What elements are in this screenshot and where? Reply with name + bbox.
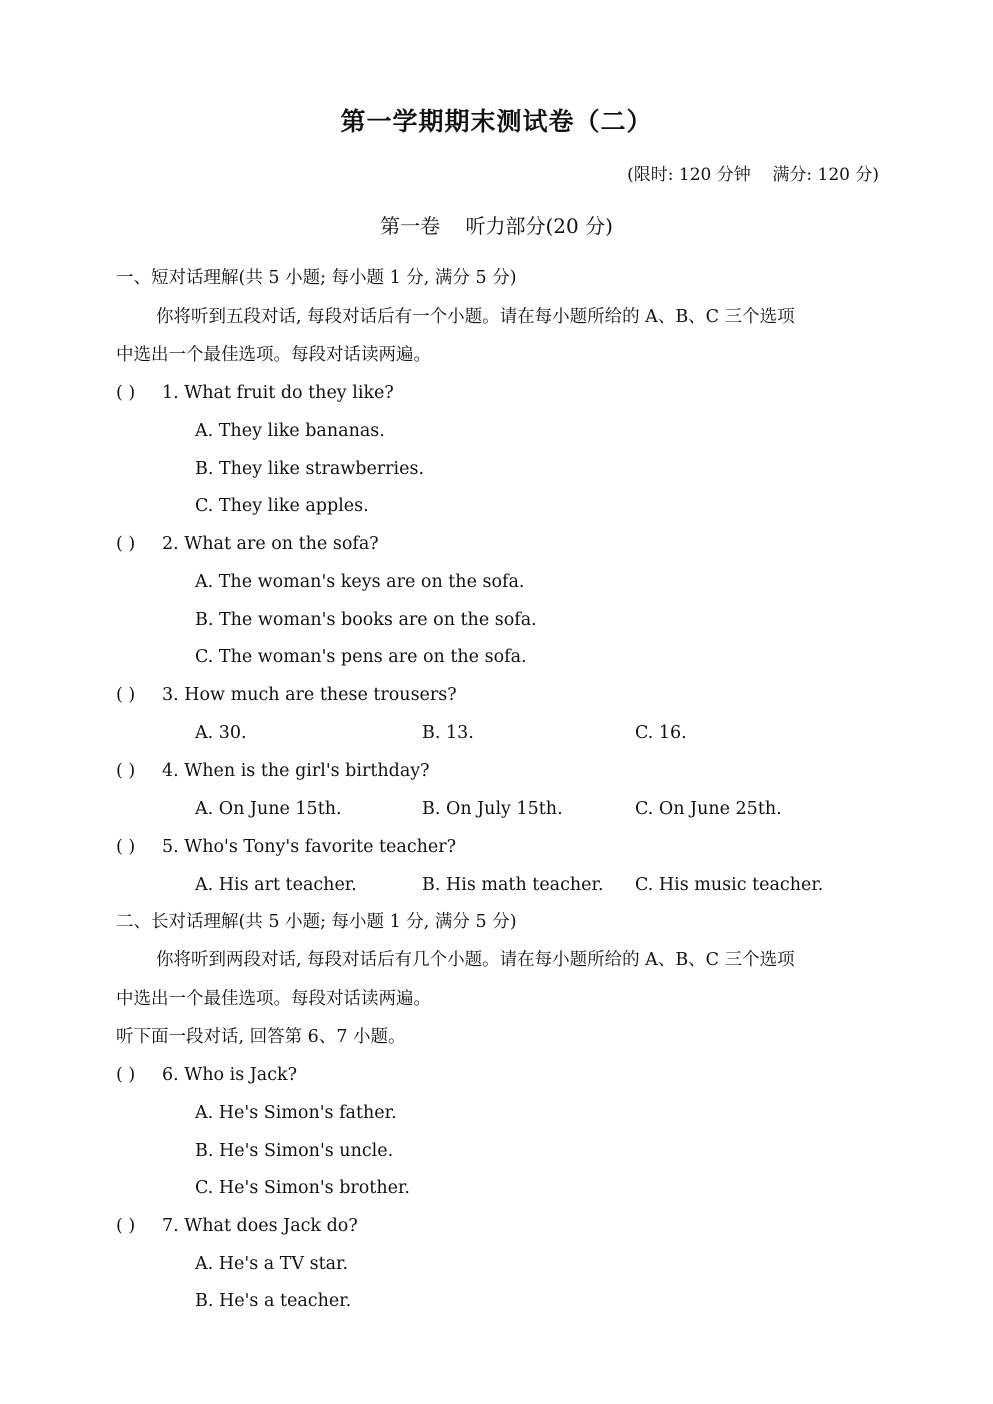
section-heading: 一、短对话理解(共 5 小题; 每小题 1 分, 满分 5 分)	[116, 268, 517, 288]
question	[116, 381, 394, 405]
question-text: 7. What does Jack do?	[162, 1216, 358, 1236]
question-text: 3. How much are these trousers?	[162, 685, 457, 705]
option: B. On July 15th.	[422, 799, 563, 819]
question	[116, 1063, 297, 1087]
answer-blank[interactable]: ( )	[116, 1065, 136, 1085]
exam-meta: (限时: 120 分钟 满分: 120 分)	[627, 165, 879, 185]
answer-blank[interactable]: ( )	[116, 383, 136, 403]
question-text: 1. What fruit do they like?	[162, 383, 394, 403]
question-text: 2. What are on the sofa?	[162, 534, 379, 554]
part-title: 第一卷 听力部分(20 分)	[380, 214, 613, 238]
section-instruction: 你将听到两段对话, 每段对话后有几个小题。请在每小题所给的 A、B、C 三个选项	[156, 950, 795, 970]
section-instruction: 中选出一个最佳选项。每段对话读两遍。	[116, 345, 431, 365]
option: B. His math teacher.	[422, 875, 604, 895]
option: B. 13.	[422, 723, 474, 743]
answer-blank[interactable]: ( )	[116, 534, 136, 554]
answer-blank[interactable]: ( )	[116, 685, 136, 705]
option: A. They like bananas.	[195, 421, 385, 441]
option: A. He's a TV star.	[195, 1254, 349, 1274]
option: A. On June 15th.	[195, 799, 342, 819]
question-text: 4. When is the girl's birthday?	[162, 761, 430, 781]
section-instruction: 你将听到五段对话, 每段对话后有一个小题。请在每小题所给的 A、B、C 三个选项	[156, 307, 795, 327]
option: C. His music teacher.	[635, 875, 824, 895]
option: C. They like apples.	[195, 496, 369, 516]
answer-blank[interactable]: ( )	[116, 761, 136, 781]
page-title: 第一学期期末测试卷（二）	[340, 107, 653, 136]
question	[116, 683, 457, 707]
section-instruction: 中选出一个最佳选项。每段对话读两遍。	[116, 989, 431, 1009]
option: B. He's a teacher.	[195, 1291, 352, 1311]
question	[116, 532, 379, 556]
answer-blank[interactable]: ( )	[116, 837, 136, 857]
answer-blank[interactable]: ( )	[116, 1216, 136, 1236]
option: A. 30.	[195, 723, 247, 743]
sub-instruction: 听下面一段对话, 回答第 6、7 小题。	[116, 1027, 406, 1047]
option: B. The woman's books are on the sofa.	[195, 610, 537, 630]
option: B. They like strawberries.	[195, 459, 425, 479]
question-text: 6. Who is Jack?	[162, 1065, 297, 1085]
option: C. He's Simon's brother.	[195, 1178, 410, 1198]
option: A. The woman's keys are on the sofa.	[195, 572, 525, 592]
option: B. He's Simon's uncle.	[195, 1141, 394, 1161]
option: C. On June 25th.	[635, 799, 782, 819]
section-heading: 二、长对话理解(共 5 小题; 每小题 1 分, 满分 5 分)	[116, 912, 517, 932]
question-text: 5. Who's Tony's favorite teacher?	[162, 837, 457, 857]
option: C. The woman's pens are on the sofa.	[195, 647, 527, 667]
option: C. 16.	[635, 723, 687, 743]
question	[116, 835, 456, 859]
option: A. His art teacher.	[195, 875, 357, 895]
question	[116, 1214, 358, 1238]
option: A. He's Simon's father.	[195, 1103, 397, 1123]
question	[116, 759, 430, 783]
